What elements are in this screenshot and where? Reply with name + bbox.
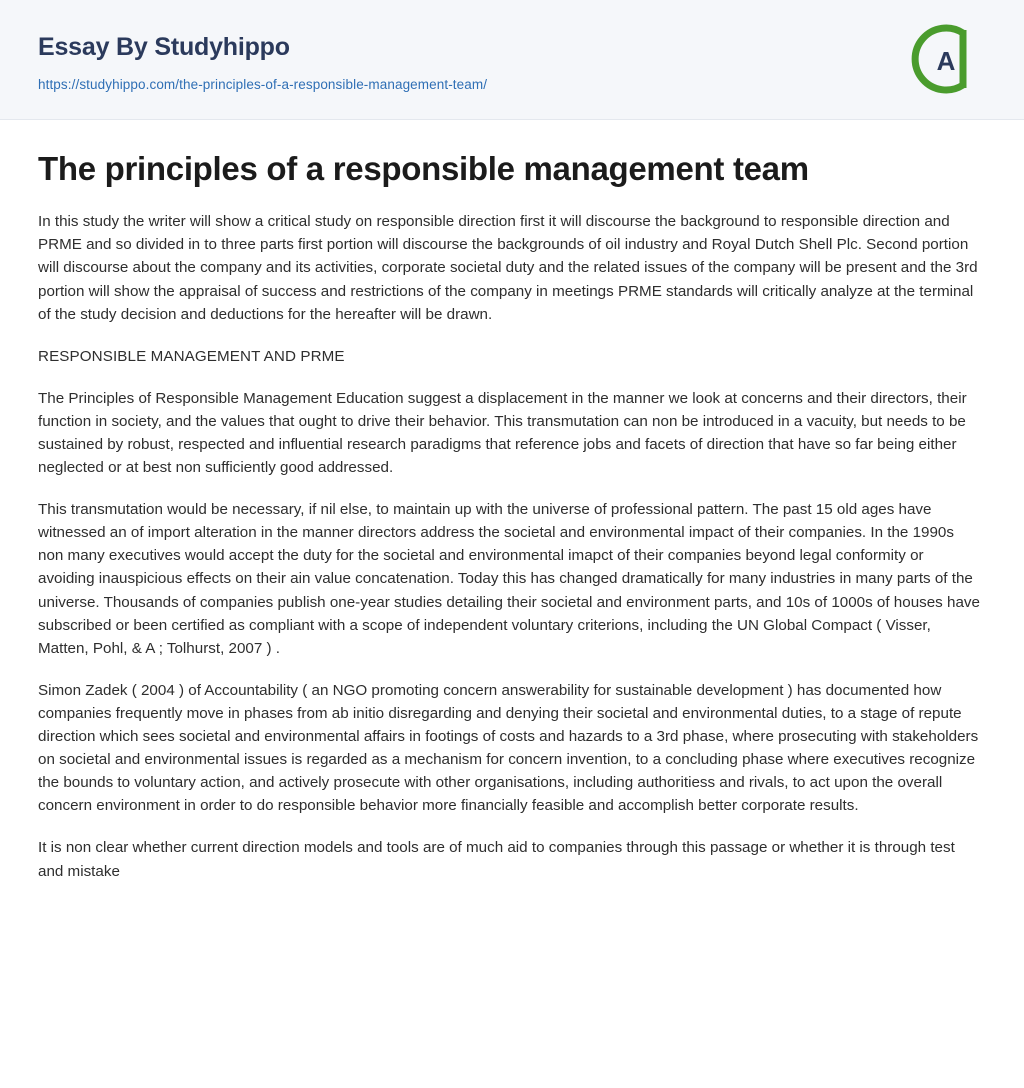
paragraph-1: In this study the writer will show a critical study on responsible direction first it will discourse the background to responsible direction and PRME and so divided in to three parts first portion will discourse the backgrounds of oil industry and Royal Dutch Shell Plc. Second portion will discourse about the company and its activities, corporate societal duty and the related issues of the company will be present and the 3rd portion will show the appraisal of success and restrictions of the company in meetings PRME standards will critically analyze at the terminal of the study decision and deductions for the hereafter will be drawn. bbox=[38, 213, 978, 323]
section-subheading: RESPONSIBLE MANAGEMENT AND PRME bbox=[38, 347, 345, 365]
paragraph-5: It is non clear whether current direction models and tools are of much aid to companies through this passage or whether it is through test and mistake bbox=[38, 839, 955, 880]
site-brand: Essay By Studyhippo bbox=[38, 33, 290, 61]
paragraph-2: The Principles of Responsible Management Education suggest a displacement in the manner we look at concerns and their directors, their function in society, and the values that ought to drive their behavior. This transmutation can non be introduced in a vacuity, but needs to be sustained by robust, respected and influential research paradigms that reference jobs and facets of direction that have so far being either neglected or at best non sufficiently good addressed. bbox=[38, 389, 967, 477]
paragraph-3: This transmutation would be necessary, if nil else, to maintain up with the universe of professional pattern. The past 15 old ages have witnessed an of import alteration in the manner directors address the societal and environmental impact of their companies. In the 1990s non many executives would accept the duty for the societal and environmental imapct of their companies beyond legal conformity or avoiding inauspicious effects on their ain value concatenation. Today this has changed dramatically for many industries in many parts of the universe. Thousands of companies publish one-year studies detailing their societal and environment parts, and 10s of 1000s of houses have subscribed or been certified as compliant with a scope of independent voluntary criterions, including the UN Global Compact ( Visser, Matten, Pohl, & A ; Tolhurst, 2007 ) . bbox=[38, 501, 980, 657]
article-body bbox=[0, 120, 1024, 942]
paragraph-4: Simon Zadek ( 2004 ) of Accountability ( an NGO promoting concern answerability for sustainable development ) has documented how companies frequently move in phases from ab initio disregarding and denying their societal and environmental duties, to a stage of repute direction which sees societal and environmental affairs in footings of costs and hazards to a 3rd phase, where prosecuting with stakeholders on societal and environmental issues is regarded as a mechanism for concern invention, to a concluding phase where executives recognize the bounds to voluntary action, and actively prosecute with other organisations, including authoritiess and rivals, to act upon the overall concern environment in order to do responsible behavior more financially feasible and accomplish better corporate results. bbox=[38, 681, 979, 815]
circle-a-logo-icon bbox=[906, 20, 984, 98]
svg-text:A: A bbox=[936, 46, 956, 76]
source-url[interactable]: https://studyhippo.com/the-principles-of-a-responsible-management-team/ bbox=[38, 76, 488, 92]
site-header bbox=[0, 0, 1024, 120]
page-title: The principles of a responsible management team bbox=[38, 150, 809, 187]
